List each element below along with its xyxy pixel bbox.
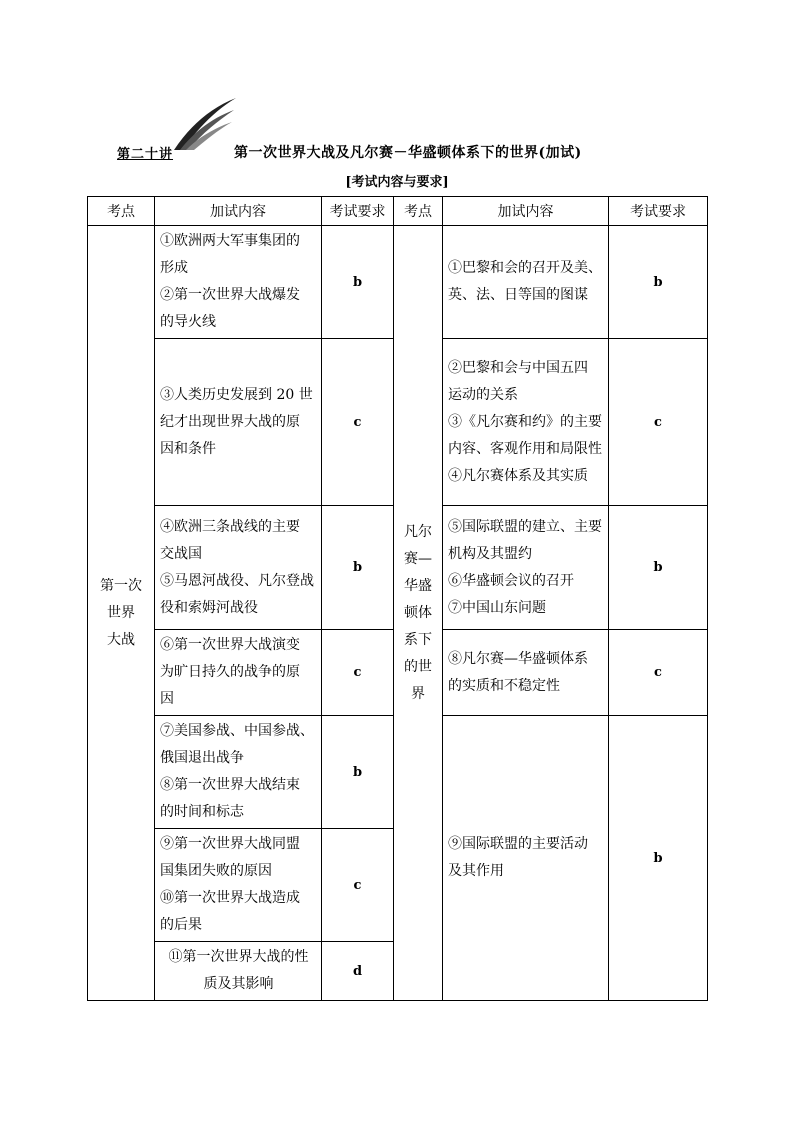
lecture-number: 第二十讲 bbox=[117, 147, 174, 162]
requirement-cell: b bbox=[322, 226, 394, 339]
topic-line: 赛— bbox=[404, 550, 432, 567]
content-line: 质及其影响 bbox=[203, 976, 274, 992]
content-line: ④欧洲三条战线的主要 bbox=[160, 518, 300, 535]
requirement-cell: c bbox=[609, 630, 708, 716]
content-cell bbox=[155, 226, 322, 339]
topic-line: 凡尔 bbox=[404, 523, 432, 540]
content-line: 因 bbox=[160, 691, 174, 707]
header-cell: 加试内容 bbox=[155, 197, 322, 226]
content-cell bbox=[155, 630, 322, 716]
requirement-cell: b bbox=[322, 506, 394, 630]
content-line: 的导火线 bbox=[160, 314, 216, 330]
topic-line: 第一次 bbox=[100, 577, 142, 594]
topic-cell-versailles bbox=[394, 226, 443, 1001]
topic-cell-wwi bbox=[88, 226, 155, 1001]
topic-line: 华盛 bbox=[404, 577, 432, 594]
table-header-row bbox=[88, 197, 708, 226]
content-line: 英、法、日等国的图谋 bbox=[448, 287, 588, 303]
requirement-cell: d bbox=[322, 942, 394, 1001]
content-line: ⑧第一次世界大战结束 bbox=[160, 777, 300, 793]
content-line: ③人类历史发展到 20 世 bbox=[160, 386, 313, 403]
content-line: 内容、客观作用和局限性 bbox=[448, 440, 602, 457]
content-line: ⑤马恩河战役、凡尔登战 bbox=[160, 572, 314, 589]
content-line: ①欧洲两大军事集团的 bbox=[160, 233, 300, 249]
content-line: ④凡尔赛体系及其实质 bbox=[448, 467, 588, 484]
content-line: 役和索姆河战役 bbox=[160, 599, 258, 616]
table-row bbox=[88, 226, 708, 339]
requirement-cell: b bbox=[609, 506, 708, 630]
topic-line: 世界 bbox=[107, 604, 135, 621]
exam-requirements-table bbox=[87, 196, 708, 1001]
content-cell bbox=[155, 716, 322, 829]
content-cell bbox=[155, 339, 322, 506]
content-line: ⑤国际联盟的建立、主要 bbox=[448, 518, 602, 535]
requirement-cell: c bbox=[609, 339, 708, 506]
content-line: 因和条件 bbox=[160, 440, 216, 457]
requirement-cell: b bbox=[609, 226, 708, 339]
content-line: ⑩第一次世界大战造成 bbox=[160, 890, 300, 906]
content-cell bbox=[155, 829, 322, 942]
page-title: 第一次世界大战及凡尔赛－华盛顿体系下的世界(加试) bbox=[234, 145, 582, 161]
content-line: 的实质和不稳定性 bbox=[448, 677, 560, 694]
requirement-cell: c bbox=[322, 630, 394, 716]
content-line: ②巴黎和会与中国五四 bbox=[448, 359, 588, 376]
content-line: 俄国退出战争 bbox=[160, 750, 244, 766]
content-line: 为旷日持久的战争的原 bbox=[160, 664, 300, 680]
content-cell bbox=[155, 942, 322, 1001]
content-cell bbox=[443, 339, 609, 506]
topic-line: 系下 bbox=[404, 631, 432, 648]
content-line: 的时间和标志 bbox=[160, 804, 244, 820]
content-cell bbox=[443, 506, 609, 630]
content-line: 国集团失败的原因 bbox=[160, 863, 272, 879]
content-line: 机构及其盟约 bbox=[448, 545, 532, 562]
content-line: ②第一次世界大战爆发 bbox=[160, 287, 300, 303]
swoosh-logo-icon bbox=[172, 96, 238, 152]
topic-line: 顿体 bbox=[404, 604, 432, 621]
content-line: ①巴黎和会的召开及美、 bbox=[448, 260, 602, 276]
topic-line: 大战 bbox=[107, 631, 135, 648]
requirement-cell: c bbox=[322, 339, 394, 506]
content-line: 形成 bbox=[160, 260, 188, 276]
content-line: ⑪第一次世界大战的性 bbox=[168, 949, 309, 965]
header-cell: 考试要求 bbox=[322, 197, 394, 226]
content-line: ⑨第一次世界大战同盟 bbox=[160, 836, 300, 852]
requirement-cell: b bbox=[609, 716, 708, 1001]
requirement-cell: b bbox=[322, 716, 394, 829]
content-line: ⑧凡尔赛—华盛顿体系 bbox=[448, 650, 588, 667]
header-cell: 考点 bbox=[394, 197, 443, 226]
topic-line: 界 bbox=[411, 685, 425, 702]
header-cell: 考点 bbox=[88, 197, 155, 226]
content-line: 纪才出现世界大战的原 bbox=[160, 413, 300, 430]
content-line: 交战国 bbox=[160, 545, 202, 562]
content-line: 及其作用 bbox=[448, 863, 504, 879]
content-line: ③《凡尔赛和约》的主要 bbox=[448, 413, 602, 430]
header-cell: 加试内容 bbox=[443, 197, 609, 226]
content-line: ⑦美国参战、中国参战、 bbox=[160, 723, 314, 739]
content-cell bbox=[443, 630, 609, 716]
content-line: 的后果 bbox=[160, 917, 202, 933]
topic-line: 的世 bbox=[404, 658, 432, 675]
section-subtitle: [考试内容与要求] bbox=[345, 175, 449, 190]
content-cell bbox=[155, 506, 322, 630]
header-cell: 考试要求 bbox=[609, 197, 708, 226]
content-cell bbox=[443, 226, 609, 339]
content-line: ⑨国际联盟的主要活动 bbox=[448, 836, 588, 852]
requirement-cell: c bbox=[322, 829, 394, 942]
content-line: ⑥第一次世界大战演变 bbox=[160, 637, 300, 653]
content-cell bbox=[443, 716, 609, 1001]
content-line: ⑥华盛顿会议的召开 bbox=[448, 572, 574, 589]
content-line: ⑦中国山东问题 bbox=[448, 599, 546, 616]
content-line: 运动的关系 bbox=[448, 386, 518, 403]
